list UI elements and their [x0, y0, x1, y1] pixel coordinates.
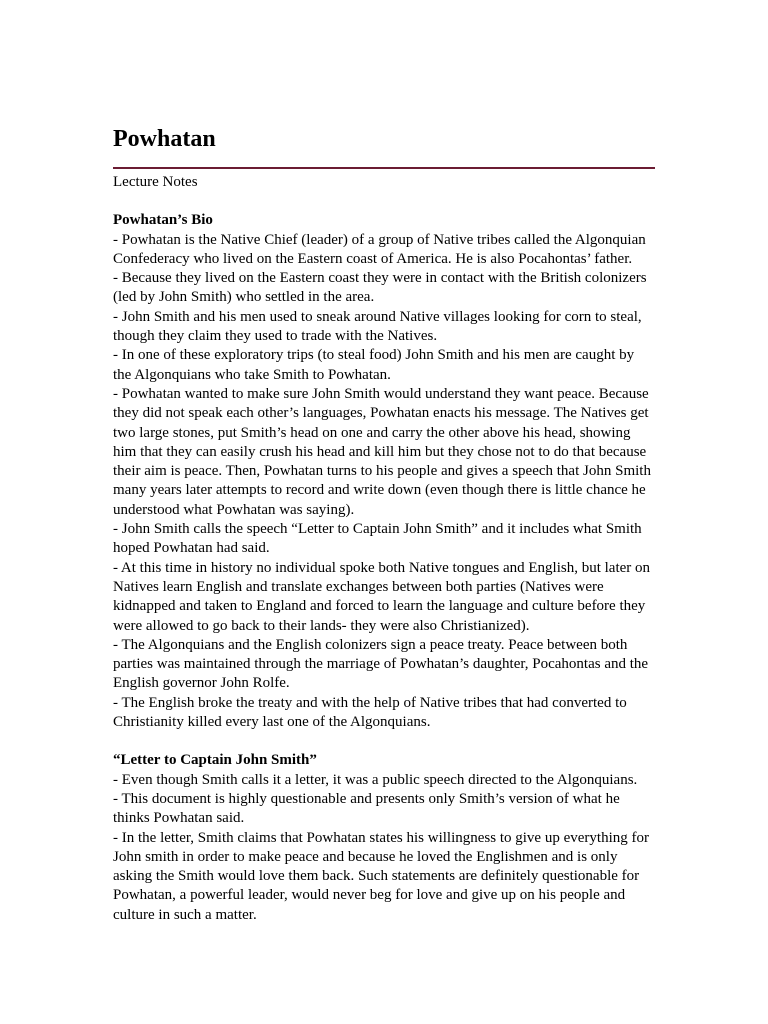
paragraph: - This document is highly questionable and presents only Smith’s version of what he thinks Powhatan said.	[113, 790, 620, 827]
paragraph: - John Smith calls the speech “Letter to Captain John Smith” and it includes what Smith hoped Powhatan had said.	[113, 521, 642, 557]
section-bio	[113, 211, 655, 732]
paragraph: - The English broke the treaty and with the help of Native tribes that had converted to Christianity killed every last one of the Algonquians.	[113, 694, 627, 731]
paragraph: - John Smith and his men used to sneak around Native villages looking for corn to steal, though they claim they used to trade with the Natives.	[113, 308, 642, 345]
section-heading: “Letter to Captain John Smith”	[113, 752, 317, 769]
document-body	[113, 124, 655, 925]
paragraph: - Powhatan wanted to make sure John Smith would understand they want peace. Because they did not speak each other’s languages, Powhatan enacts his message. The Natives get two large stones, put Smith’s head on one and carry the other above his head, showing him that they can easily crush his head and kill him but they chose not to do that because their aim is peace. Then, Powhatan turns to his people and gives a speech that John Smith many years later attempts to record and write down (even though there is little chance he understood what Powhatan was saying).	[113, 385, 651, 518]
page-title: Powhatan	[113, 126, 216, 152]
paragraph: - Even though Smith calls it a letter, it was a public speech directed to the Algonquians.	[113, 771, 638, 788]
paragraph: - Powhatan is the Native Chief (leader) of a group of Native tribes called the Algonquian Confederacy who lived on the Eastern coast of America. He is also Pocahontas’ father.	[113, 231, 646, 267]
paragraph: - Because they lived on the Eastern coast they were in contact with the British colonizers (led by John Smith) who settled in the area.	[113, 270, 647, 306]
paragraph: - In the letter, Smith claims that Powhatan states his willingness to give up everything for John smith in order to make peace and because he loved the Englishmen and is only asking the Smith would love them back. Such statements are definitely questionable for Powhatan, a powerful leader, would never beg for love and give up on his people and culture in such a matter.	[113, 829, 649, 923]
paragraph: - At this time in history no individual spoke both Native tongues and English, but later on Natives learn English and translate exchanges between both parties (Natives were kidnapped and taken to England and forced to learn the language and culture before they were allowed to go back to their lands- they were also Christianized).	[113, 559, 651, 634]
page-subtitle: Lecture Notes	[113, 174, 198, 190]
section-letter	[113, 751, 655, 925]
title-divider	[113, 167, 655, 169]
paragraph: - In one of these exploratory trips (to steal food) John Smith and his men are caught by the Algonquians who take Smith to Powhatan.	[113, 347, 635, 383]
section-heading: Powhatan’s Bio	[113, 212, 213, 229]
paragraph: - The Algonquians and the English colonizers sign a peace treaty. Peace between both parties was maintained through the marriage of Powhatan’s daughter, Pocahontas and the English governor John Rolfe.	[113, 636, 649, 692]
